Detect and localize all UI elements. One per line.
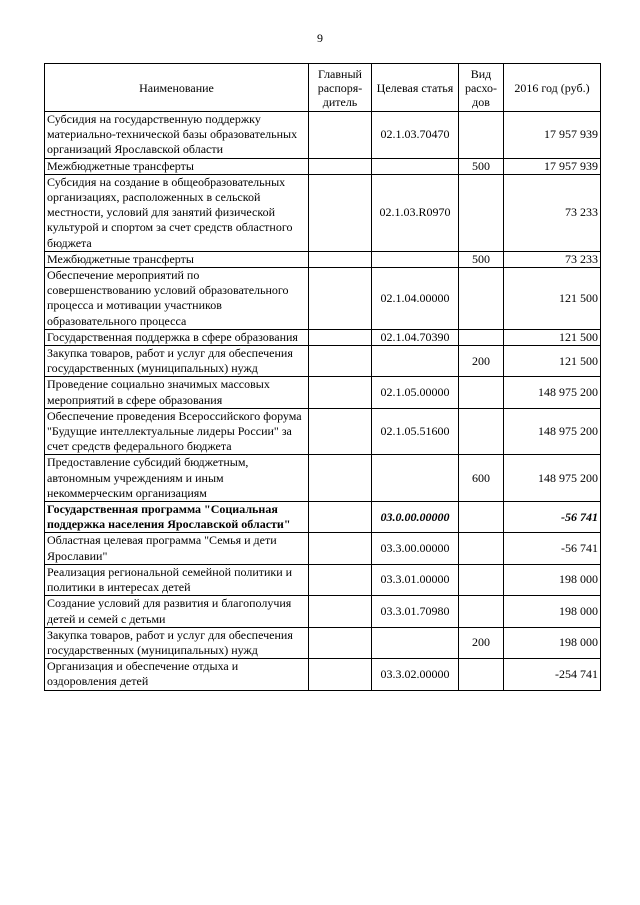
row-type-cell xyxy=(459,408,504,455)
row-code-cell xyxy=(372,158,459,174)
row-code-cell xyxy=(372,627,459,658)
row-admin-cell xyxy=(309,502,372,533)
row-code-cell: 03.3.01.70980 xyxy=(372,596,459,627)
row-admin-cell xyxy=(309,408,372,455)
row-admin-cell xyxy=(309,659,372,690)
header-admin: Главный распоря-дитель xyxy=(309,64,372,112)
row-admin-cell xyxy=(309,251,372,267)
row-amount-cell: -254 741 xyxy=(504,659,601,690)
row-name-cell: Закупка товаров, работ и услуг для обеспечения государственных (муниципальных) нужд xyxy=(45,627,309,658)
table-header-row xyxy=(45,64,601,112)
table-row xyxy=(45,533,601,564)
row-name-cell: Предоставление субсидий бюджетным, автономным учреждениям и иным некоммерческим организациям xyxy=(45,455,309,502)
row-amount-cell: 121 500 xyxy=(504,346,601,377)
row-admin-cell xyxy=(309,455,372,502)
row-admin-cell xyxy=(309,174,372,251)
row-amount-cell: 148 975 200 xyxy=(504,377,601,408)
table-row xyxy=(45,408,601,455)
header-amount: 2016 год (руб.) xyxy=(504,64,601,112)
row-admin-cell xyxy=(309,627,372,658)
row-type-cell xyxy=(459,174,504,251)
table-row xyxy=(45,268,601,330)
row-name-cell: Закупка товаров, работ и услуг для обеспечения государственных (муниципальных) нужд xyxy=(45,346,309,377)
row-type-cell xyxy=(459,533,504,564)
row-code-cell xyxy=(372,346,459,377)
header-name: Наименование xyxy=(45,64,309,112)
row-type-cell xyxy=(459,329,504,345)
row-amount-cell: 198 000 xyxy=(504,596,601,627)
row-type-cell xyxy=(459,112,504,159)
row-name-cell: Государственная программа "Социальная поддержка населения Ярославской области" xyxy=(45,502,309,533)
table-row xyxy=(45,346,601,377)
row-type-cell: 600 xyxy=(459,455,504,502)
table-row xyxy=(45,112,601,159)
row-amount-cell: -56 741 xyxy=(504,533,601,564)
row-code-cell: 02.1.03.R0970 xyxy=(372,174,459,251)
budget-table xyxy=(44,63,601,691)
row-name-cell: Государственная поддержка в сфере образования xyxy=(45,329,309,345)
row-type-cell xyxy=(459,268,504,330)
table-row xyxy=(45,564,601,595)
page-number: 9 xyxy=(317,31,323,45)
table-row xyxy=(45,455,601,502)
row-code-cell: 03.0.00.00000 xyxy=(372,502,459,533)
row-name-cell: Субсидия на создание в общеобразовательных организациях, расположенных в сельской местности, условий для занятий физической культурой и спортом за счет средств областного бюджета xyxy=(45,174,309,251)
row-admin-cell xyxy=(309,158,372,174)
row-amount-cell: -56 741 xyxy=(504,502,601,533)
header-code: Целевая статья xyxy=(372,64,459,112)
row-name-cell: Межбюджетные трансферты xyxy=(45,251,309,267)
row-code-cell: 02.1.04.70390 xyxy=(372,329,459,345)
row-name-cell: Организация и обеспечение отдыха и оздоровления детей xyxy=(45,659,309,690)
table-row xyxy=(45,377,601,408)
table-row xyxy=(45,329,601,345)
row-code-cell: 03.3.00.00000 xyxy=(372,533,459,564)
row-amount-cell: 198 000 xyxy=(504,627,601,658)
table-row xyxy=(45,174,601,251)
row-name-cell: Областная целевая программа "Семья и дети Ярославии" xyxy=(45,533,309,564)
table-body xyxy=(45,112,601,691)
table-row xyxy=(45,596,601,627)
row-type-cell: 200 xyxy=(459,346,504,377)
table-row xyxy=(45,659,601,690)
row-admin-cell xyxy=(309,329,372,345)
row-type-cell xyxy=(459,502,504,533)
row-admin-cell xyxy=(309,533,372,564)
row-code-cell: 02.1.05.00000 xyxy=(372,377,459,408)
row-admin-cell xyxy=(309,346,372,377)
row-name-cell: Создание условий для развития и благополучия детей и семей с детьми xyxy=(45,596,309,627)
row-amount-cell: 73 233 xyxy=(504,174,601,251)
row-type-cell: 500 xyxy=(459,251,504,267)
row-amount-cell: 198 000 xyxy=(504,564,601,595)
row-code-cell: 02.1.04.00000 xyxy=(372,268,459,330)
header-type: Вид расхо-дов xyxy=(459,64,504,112)
row-admin-cell xyxy=(309,377,372,408)
row-name-cell: Субсидия на государственную поддержку материально-технической базы образовательных организаций Ярославской области xyxy=(45,112,309,159)
row-name-cell: Межбюджетные трансферты xyxy=(45,158,309,174)
row-type-cell xyxy=(459,596,504,627)
row-code-cell xyxy=(372,251,459,267)
row-amount-cell: 17 957 939 xyxy=(504,112,601,159)
row-admin-cell xyxy=(309,564,372,595)
row-amount-cell: 148 975 200 xyxy=(504,408,601,455)
row-type-cell: 500 xyxy=(459,158,504,174)
row-code-cell: 03.3.02.00000 xyxy=(372,659,459,690)
table-row xyxy=(45,158,601,174)
row-name-cell: Обеспечение проведения Всероссийского форума "Будущие интеллектуальные лидеры России" за счет средств федерального бюджета xyxy=(45,408,309,455)
row-code-cell: 02.1.05.51600 xyxy=(372,408,459,455)
row-admin-cell xyxy=(309,268,372,330)
row-admin-cell xyxy=(309,596,372,627)
row-amount-cell: 73 233 xyxy=(504,251,601,267)
row-name-cell: Проведение социально значимых массовых мероприятий в сфере образования xyxy=(45,377,309,408)
row-amount-cell: 121 500 xyxy=(504,268,601,330)
table-row xyxy=(45,502,601,533)
row-amount-cell: 17 957 939 xyxy=(504,158,601,174)
row-type-cell xyxy=(459,564,504,595)
table-row xyxy=(45,627,601,658)
row-admin-cell xyxy=(309,112,372,159)
row-amount-cell: 148 975 200 xyxy=(504,455,601,502)
row-name-cell: Реализация региональной семейной политики и политики в интересах детей xyxy=(45,564,309,595)
row-type-cell xyxy=(459,659,504,690)
row-type-cell: 200 xyxy=(459,627,504,658)
row-type-cell xyxy=(459,377,504,408)
row-code-cell xyxy=(372,455,459,502)
row-amount-cell: 121 500 xyxy=(504,329,601,345)
row-code-cell: 02.1.03.70470 xyxy=(372,112,459,159)
table-row xyxy=(45,251,601,267)
row-name-cell: Обеспечение мероприятий по совершенствованию условий образовательного процесса и мотивации участников образовательного процесса xyxy=(45,268,309,330)
row-code-cell: 03.3.01.00000 xyxy=(372,564,459,595)
